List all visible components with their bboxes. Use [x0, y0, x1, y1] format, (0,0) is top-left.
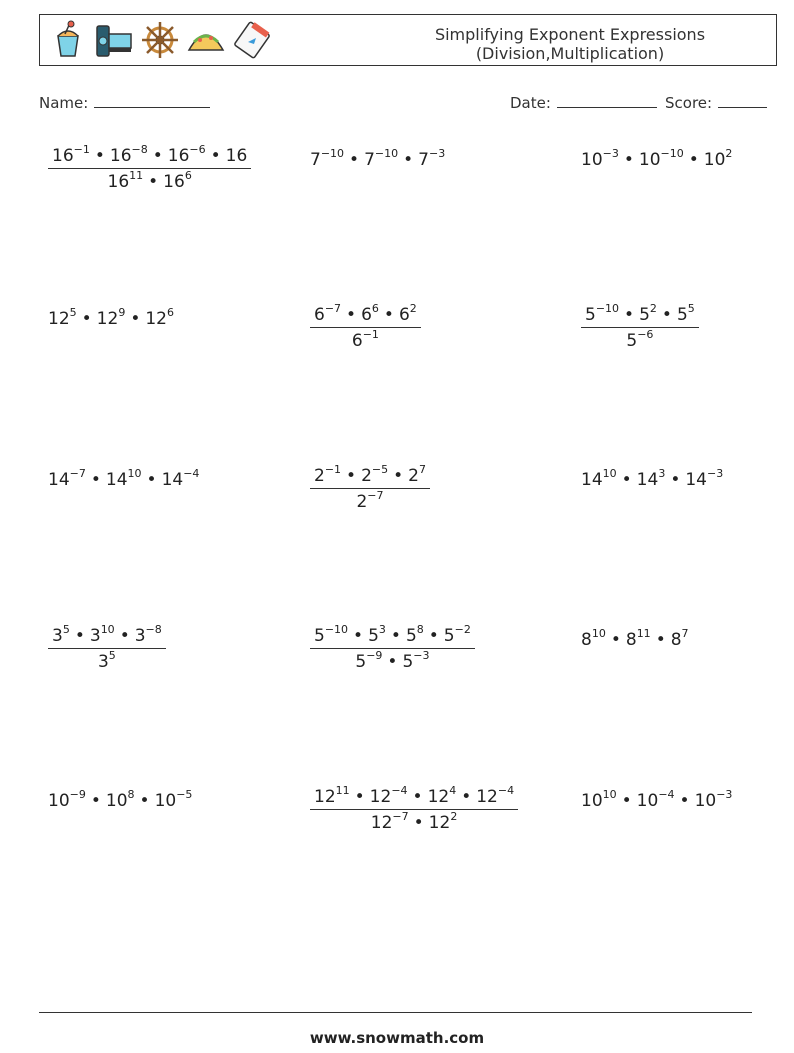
denominator	[310, 809, 518, 833]
multiply-dot: •	[412, 787, 423, 807]
problem-11	[310, 623, 475, 672]
title-main: Simplifying Exponent Expressions	[434, 25, 706, 44]
film-camera-icon	[94, 20, 134, 60]
multiply-dot: •	[130, 309, 141, 329]
name-blank[interactable]	[94, 93, 210, 108]
worksheet-header	[39, 14, 777, 66]
multiply-dot: •	[413, 813, 424, 833]
power-exponent: 10	[100, 623, 115, 636]
power-term	[314, 463, 342, 486]
power-base: 10	[48, 791, 70, 811]
worksheet-title	[370, 25, 770, 63]
name-label: Name:	[39, 94, 89, 112]
power-base: 7	[310, 150, 321, 170]
power-base: 16	[107, 172, 130, 192]
power-term	[476, 784, 515, 807]
power-exponent: 8	[416, 623, 424, 636]
power-exponent: 8	[127, 788, 135, 801]
power-base: 5	[314, 626, 325, 646]
power-term	[355, 649, 383, 672]
power-base: 12	[314, 787, 336, 807]
power-exponent: 5	[108, 649, 116, 662]
problem-14	[310, 784, 518, 833]
power-term	[89, 623, 115, 646]
power-base: 12	[369, 787, 392, 807]
power-base: 14	[636, 470, 659, 490]
expression	[581, 788, 733, 811]
multiply-dot: •	[403, 150, 414, 170]
power-term	[369, 784, 408, 807]
power-exponent: −8	[145, 623, 162, 636]
power-term	[52, 143, 90, 166]
power-term	[408, 463, 426, 486]
power-exponent: 11	[129, 169, 144, 182]
multiply-dot: •	[661, 305, 672, 325]
problem-13	[48, 788, 193, 811]
power-base: 5	[355, 652, 367, 672]
power-base: 16	[225, 146, 248, 166]
power-base: 5	[585, 305, 596, 325]
expression	[48, 788, 193, 811]
multiply-dot: •	[353, 626, 364, 646]
power-term	[639, 302, 657, 325]
multiply-dot: •	[349, 150, 360, 170]
denominator	[310, 488, 430, 512]
power-term	[96, 306, 126, 329]
power-base: 5	[626, 331, 638, 351]
power-base: 14	[685, 470, 707, 490]
power-exponent: 2	[450, 810, 458, 823]
multiply-dot: •	[90, 470, 101, 490]
date-label: Date:	[510, 94, 551, 112]
power-exponent: −1	[73, 143, 90, 156]
power-base: 16	[109, 146, 132, 166]
multiply-dot: •	[390, 626, 401, 646]
power-term	[361, 463, 389, 486]
power-exponent: 10	[127, 467, 142, 480]
power-term	[145, 306, 174, 329]
expression	[581, 147, 733, 170]
name-field[interactable]	[39, 93, 210, 112]
expression	[310, 147, 446, 170]
power-base: 12	[370, 813, 393, 833]
power-term	[398, 302, 417, 325]
power-term	[685, 467, 724, 490]
power-term	[109, 143, 148, 166]
power-base: 5	[405, 626, 417, 646]
power-term	[48, 467, 86, 490]
power-term	[314, 784, 350, 807]
problem-6	[581, 302, 699, 351]
multiply-dot: •	[621, 470, 632, 490]
power-base: 12	[427, 787, 450, 807]
power-base: 3	[134, 626, 146, 646]
power-term	[676, 302, 695, 325]
power-term	[361, 302, 379, 325]
denominator	[310, 327, 421, 351]
power-exponent: −2	[454, 623, 471, 636]
power-base: 7	[418, 150, 429, 170]
power-term	[97, 649, 116, 672]
problem-10	[48, 623, 166, 672]
power-exponent: 10	[602, 788, 617, 801]
power-exponent: −4	[497, 784, 515, 797]
power-exponent: −1	[362, 328, 379, 341]
denominator	[310, 648, 475, 672]
power-term	[351, 328, 379, 351]
power-exponent: 11	[636, 627, 651, 640]
power-base: 10	[154, 791, 177, 811]
problem-2	[310, 147, 446, 170]
power-term	[636, 467, 666, 490]
power-term	[625, 627, 651, 650]
power-exponent: 4	[449, 784, 457, 797]
fraction	[581, 302, 699, 351]
power-term	[427, 784, 457, 807]
power-base: 5	[676, 305, 688, 325]
power-term	[581, 467, 617, 490]
power-base: 3	[89, 626, 101, 646]
power-term	[402, 649, 430, 672]
power-exponent: −8	[131, 143, 148, 156]
footer-divider	[39, 1012, 752, 1013]
power-base: 2	[361, 466, 372, 486]
power-term	[154, 788, 193, 811]
power-base: 16	[52, 146, 74, 166]
power-exponent: 6	[184, 169, 192, 182]
power-term	[364, 147, 399, 170]
power-base: 5	[443, 626, 455, 646]
expression	[48, 467, 200, 490]
multiply-dot: •	[655, 630, 666, 650]
taco-icon	[186, 20, 226, 60]
multiply-dot: •	[346, 305, 357, 325]
power-base: 10	[105, 791, 128, 811]
multiply-dot: •	[383, 305, 394, 325]
multiply-dot: •	[148, 172, 159, 192]
multiply-dot: •	[387, 652, 398, 672]
power-base: 10	[636, 791, 659, 811]
power-exponent: −3	[602, 147, 619, 160]
title-subtitle: (Division,Multiplication)	[475, 44, 665, 63]
power-exponent: −10	[660, 147, 684, 160]
power-exponent: −10	[320, 147, 345, 160]
problem-15	[581, 788, 733, 811]
power-exponent: −3	[428, 147, 446, 160]
power-exponent: −6	[637, 328, 654, 341]
fraction	[310, 784, 518, 833]
power-exponent: 5	[62, 623, 70, 636]
numerator	[48, 623, 166, 648]
power-base: 2	[408, 466, 419, 486]
power-term	[636, 788, 675, 811]
power-exponent: −4	[658, 788, 675, 801]
power-term	[368, 623, 386, 646]
power-exponent: −7	[392, 810, 409, 823]
denominator	[581, 327, 699, 351]
power-base: 16	[163, 172, 185, 192]
power-term	[107, 169, 144, 192]
power-base: 8	[625, 630, 637, 650]
multiply-dot: •	[152, 146, 163, 166]
power-exponent: −4	[183, 467, 200, 480]
power-term	[703, 147, 733, 170]
power-term	[581, 788, 617, 811]
power-base: 14	[105, 470, 128, 490]
power-term	[134, 623, 162, 646]
power-exponent: −10	[324, 623, 349, 636]
ship-wheel-icon	[140, 20, 180, 60]
power-base: 6	[314, 305, 325, 325]
power-exponent: −4	[391, 784, 408, 797]
power-exponent: 5	[69, 306, 77, 319]
fraction	[310, 623, 475, 672]
power-term	[356, 489, 384, 512]
fraction	[48, 143, 251, 192]
power-term	[105, 467, 142, 490]
multiply-dot: •	[90, 791, 101, 811]
power-base: 12	[476, 787, 498, 807]
power-base: 12	[145, 309, 167, 329]
score-label: Score:	[665, 94, 713, 112]
fraction	[48, 623, 166, 672]
power-term	[443, 623, 471, 646]
multiply-dot: •	[461, 787, 472, 807]
power-base: 16	[167, 146, 190, 166]
power-exponent: −3	[706, 467, 724, 480]
power-term	[585, 302, 620, 325]
power-base: 8	[670, 630, 682, 650]
power-exponent: −10	[374, 147, 399, 160]
expression	[581, 627, 689, 650]
multiply-dot: •	[679, 791, 690, 811]
multiply-dot: •	[146, 470, 157, 490]
power-exponent: 11	[335, 784, 350, 797]
power-base: 3	[52, 626, 63, 646]
multiply-dot: •	[354, 787, 365, 807]
multiply-dot: •	[139, 791, 150, 811]
power-exponent: 6	[166, 306, 174, 319]
power-exponent: −6	[189, 143, 206, 156]
power-base: 2	[314, 466, 325, 486]
power-term	[48, 788, 86, 811]
power-term	[638, 147, 684, 170]
power-term	[48, 306, 77, 329]
power-term	[161, 467, 200, 490]
power-exponent: −5	[371, 463, 389, 476]
power-base: 10	[703, 150, 726, 170]
multiply-dot: •	[621, 791, 632, 811]
power-base: 3	[97, 652, 109, 672]
power-base: 6	[361, 305, 372, 325]
problem-5	[310, 302, 421, 351]
power-base: 10	[581, 791, 603, 811]
power-base: 2	[356, 492, 368, 512]
power-term	[105, 788, 135, 811]
score-field[interactable]	[665, 93, 767, 112]
multiply-dot: •	[346, 466, 357, 486]
power-base: 10	[638, 150, 661, 170]
power-exponent: −10	[595, 302, 620, 315]
date-field[interactable]	[510, 93, 657, 112]
power-exponent: 10	[591, 627, 606, 640]
power-term	[163, 169, 192, 192]
power-base: 8	[581, 630, 592, 650]
power-base: 12	[96, 309, 119, 329]
date-blank[interactable]	[557, 93, 657, 108]
power-exponent: 2	[649, 302, 657, 315]
power-term	[581, 147, 619, 170]
power-exponent: −7	[367, 489, 384, 502]
numerator	[310, 302, 421, 327]
multiply-dot: •	[670, 470, 681, 490]
power-exponent: −7	[324, 302, 342, 315]
power-exponent: 2	[725, 147, 733, 160]
power-term	[167, 143, 206, 166]
power-term	[626, 328, 654, 351]
fraction	[310, 463, 430, 512]
power-exponent: −9	[366, 649, 383, 662]
multiply-dot: •	[623, 150, 634, 170]
multiply-dot: •	[624, 305, 635, 325]
power-exponent: −3	[716, 788, 733, 801]
power-term	[310, 147, 345, 170]
power-exponent: 7	[681, 627, 689, 640]
power-base: 5	[368, 626, 379, 646]
power-exponent: −1	[324, 463, 342, 476]
numerator	[310, 623, 475, 648]
multiply-dot: •	[210, 146, 221, 166]
numerator	[581, 302, 699, 327]
power-exponent: 10	[602, 467, 617, 480]
power-term	[52, 623, 70, 646]
power-base: 12	[48, 309, 70, 329]
expression	[581, 467, 724, 490]
power-base: 14	[48, 470, 70, 490]
power-base: 5	[402, 652, 414, 672]
header-icons	[48, 20, 272, 60]
sand-bucket-icon	[48, 20, 88, 60]
power-term	[314, 623, 349, 646]
multiply-dot: •	[94, 146, 105, 166]
power-exponent: 7	[418, 463, 426, 476]
power-term	[405, 623, 424, 646]
power-exponent: 5	[687, 302, 695, 315]
power-base: 5	[639, 305, 650, 325]
multiply-dot: •	[119, 626, 130, 646]
power-base: 14	[581, 470, 603, 490]
power-exponent: 9	[118, 306, 126, 319]
power-base: 14	[161, 470, 184, 490]
power-exponent: 3	[378, 623, 386, 636]
numerator	[310, 463, 430, 488]
problem-4	[48, 306, 174, 329]
numerator	[48, 143, 251, 168]
airline-ticket-icon	[232, 20, 272, 60]
power-exponent: −9	[69, 788, 86, 801]
power-term	[418, 147, 446, 170]
power-term	[314, 302, 342, 325]
multiply-dot: •	[393, 466, 404, 486]
multiply-dot: •	[428, 626, 439, 646]
score-blank[interactable]	[718, 93, 767, 108]
denominator	[48, 648, 166, 672]
problem-7	[48, 467, 200, 490]
fraction	[310, 302, 421, 351]
problem-12	[581, 627, 689, 650]
power-base: 6	[351, 331, 363, 351]
power-exponent: 6	[371, 302, 379, 315]
power-exponent: −3	[413, 649, 430, 662]
problem-3	[581, 147, 733, 170]
power-exponent: 3	[658, 467, 666, 480]
power-term	[694, 788, 733, 811]
multiply-dot: •	[81, 309, 92, 329]
problem-8	[310, 463, 430, 512]
multiply-dot: •	[688, 150, 699, 170]
footer-url: www.snowmath.com	[309, 1029, 485, 1047]
power-exponent: 2	[409, 302, 417, 315]
power-exponent: −5	[176, 788, 193, 801]
multiply-dot: •	[610, 630, 621, 650]
power-term	[428, 810, 458, 833]
power-base: 10	[581, 150, 603, 170]
denominator	[48, 168, 251, 192]
numerator	[310, 784, 518, 809]
power-base: 12	[428, 813, 451, 833]
problem-1	[48, 143, 251, 192]
power-base: 10	[694, 791, 717, 811]
power-base: 6	[398, 305, 410, 325]
power-term	[581, 627, 606, 650]
power-base: 7	[364, 150, 375, 170]
power-term	[370, 810, 409, 833]
power-term	[226, 146, 248, 166]
expression	[48, 306, 174, 329]
problem-9	[581, 467, 724, 490]
power-exponent: −7	[69, 467, 86, 480]
power-term	[670, 627, 689, 650]
multiply-dot: •	[74, 626, 85, 646]
